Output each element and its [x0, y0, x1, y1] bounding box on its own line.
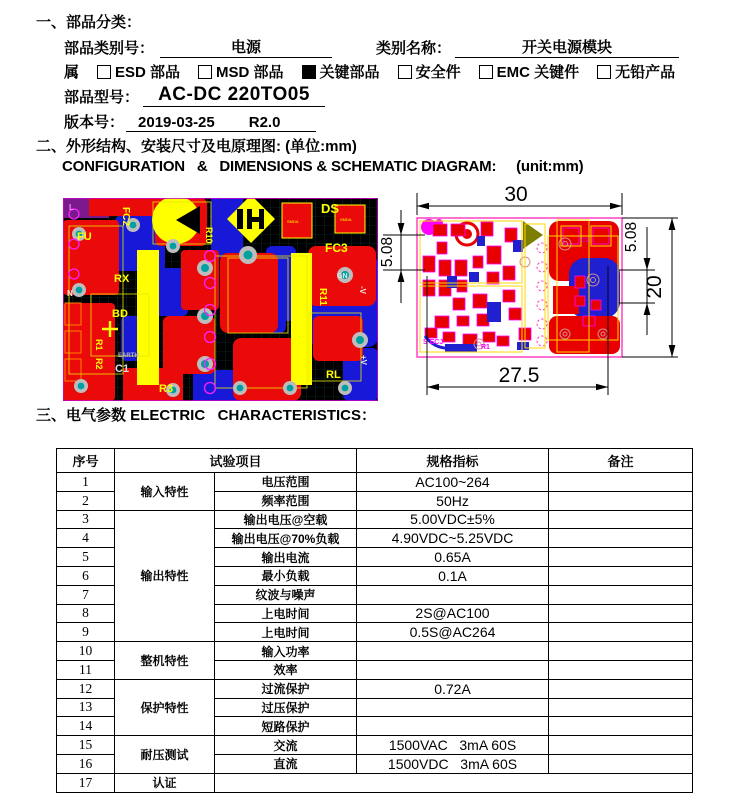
- test-item-cell: 输出电流: [215, 548, 357, 567]
- spec-table-body: [57, 473, 693, 793]
- remark-cell: [549, 698, 693, 717]
- belongs-label: 属: [64, 64, 80, 81]
- checkbox-checked[interactable]: [302, 65, 316, 79]
- section2-heading-zh: 二、外形结构、安装尺寸及电原理图: (单位:mm): [36, 138, 357, 155]
- remark-cell: [549, 566, 693, 585]
- test-item-cell: 上电时间: [215, 604, 357, 623]
- test-group-cell: 输入特性: [115, 473, 215, 511]
- merged-cell: [215, 773, 693, 792]
- test-item-cell: 电压范围: [215, 473, 357, 492]
- pcb-label-plus-v: +V: [359, 355, 368, 366]
- remark-cell: [549, 754, 693, 773]
- spec-value-cell: AC100~264: [357, 473, 549, 492]
- spec-value-cell: 2S@AC100: [357, 604, 549, 623]
- pcb-label-n: N: [67, 289, 73, 298]
- spec-value-cell: [357, 585, 549, 604]
- pcb-label-ds: DS: [321, 201, 340, 216]
- row-number-cell: 11: [57, 660, 115, 679]
- version-field: [126, 114, 316, 132]
- pcb-label-fc3: FC3: [325, 241, 348, 255]
- pcb-label-r1: R1: [94, 339, 104, 351]
- checkbox-unchecked[interactable]: [597, 65, 611, 79]
- remark-cell: [549, 604, 693, 623]
- table-row: [57, 736, 693, 755]
- spec-value-cell: [357, 660, 549, 679]
- pcb-label-fu: FU: [77, 231, 92, 243]
- spec-value-cell: [357, 698, 549, 717]
- pcb-label-r11: R11: [317, 288, 328, 306]
- section3-heading: 三、电气参数 ELECTRIC CHARACTERISTICS：: [36, 407, 377, 424]
- model-field: [143, 84, 325, 107]
- dim-pitch-left-label: 5.08: [379, 236, 396, 268]
- spec-value-cell: [357, 642, 549, 661]
- test-item-cell: 纹波与噪声: [215, 585, 357, 604]
- checkbox-item-5: [597, 61, 675, 82]
- test-group-cell: 保护特性: [115, 679, 215, 735]
- spec-table: [56, 448, 693, 793]
- spec-value-cell: 50Hz: [357, 491, 549, 510]
- spec-value-cell: 4.90VDC~5.25VDC: [357, 529, 549, 548]
- table-row: [57, 679, 693, 698]
- checkbox-item-0: [97, 61, 180, 82]
- row-number-cell: 15: [57, 736, 115, 755]
- row-number-cell: 13: [57, 698, 115, 717]
- spec-table-header: [57, 449, 693, 473]
- checkbox-item-1: [198, 61, 284, 82]
- checkbox-label: EMC 关键件: [496, 64, 580, 81]
- pcb-label-bd: BD: [112, 308, 128, 320]
- pcb-label-minus-v: -V: [358, 286, 367, 294]
- column-header-3: 备注: [549, 449, 693, 473]
- category-no-field: [160, 36, 332, 58]
- test-group-cell: 整机特性: [115, 642, 215, 680]
- test-item-cell: 过流保护: [215, 679, 357, 698]
- row-number-cell: 2: [57, 491, 115, 510]
- spec-value-cell: 5.00VDC±5%: [357, 510, 549, 529]
- pcb-label-c1: C1: [115, 363, 130, 375]
- table-row: [57, 473, 693, 492]
- dim-bottom-width-label: 27.5: [498, 364, 540, 387]
- table-row: [57, 642, 693, 661]
- test-item-cell: 输入功率: [215, 642, 357, 661]
- category-name-value: 开关电源模块: [522, 39, 613, 56]
- classification-checkbox-row: [64, 61, 675, 82]
- pcb-label-earth: EARTH: [118, 353, 139, 359]
- category-no-label: 部品类别号：: [64, 40, 155, 57]
- dim-top-width-label: 30: [504, 183, 528, 206]
- category-name-label: 类别名称：: [376, 40, 452, 57]
- checkbox-item-2: [302, 61, 380, 82]
- row-number-cell: 14: [57, 717, 115, 736]
- row-number-cell: 17: [57, 773, 115, 792]
- checkbox-label: 无铅产品: [615, 64, 676, 81]
- pcb-label-r3: R3: [159, 383, 174, 395]
- row-number-cell: 9: [57, 623, 115, 642]
- pcb-dimension-board: [417, 218, 622, 357]
- pcb-label-rx: RX: [114, 273, 130, 285]
- test-item-cell: 频率范围: [215, 491, 357, 510]
- test-group-cell: 输出特性: [115, 510, 215, 642]
- row-number-cell: 6: [57, 566, 115, 585]
- column-header-2: 规格指标: [357, 449, 549, 473]
- row-number-cell: 16: [57, 754, 115, 773]
- category-no-value: 电源: [231, 39, 262, 56]
- test-item-cell: 输出电压@70%负载: [215, 529, 357, 548]
- test-group-cell: 认证: [115, 773, 215, 792]
- test-item-cell: 交流: [215, 736, 357, 755]
- remark-cell: [549, 491, 693, 510]
- remark-cell: [549, 529, 693, 548]
- remark-cell: [549, 642, 693, 661]
- remark-cell: [549, 473, 693, 492]
- column-header-1: 试验项目: [115, 449, 357, 473]
- model-value: AC-DC 220TO05: [158, 84, 310, 105]
- row-number-cell: 10: [57, 642, 115, 661]
- category-name-field: [455, 36, 679, 58]
- remark-cell: [549, 510, 693, 529]
- pcb-label-rl: RL: [326, 369, 341, 381]
- checkbox-unchecked[interactable]: [97, 65, 111, 79]
- pcb-label-gn: GN: [337, 273, 348, 280]
- checkbox-unchecked[interactable]: [198, 65, 212, 79]
- checkbox-label: 关键部品: [319, 64, 380, 81]
- column-header-0: 序号: [57, 449, 115, 473]
- pcb-label-l: L: [69, 203, 74, 212]
- section1-heading: 一、部品分类：: [36, 14, 142, 31]
- checkbox-item-4: [479, 61, 580, 82]
- test-item-cell: 输出电压@空载: [215, 510, 357, 529]
- table-row: [57, 510, 693, 529]
- spec-value-cell: 0.5S@AC264: [357, 623, 549, 642]
- row-number-cell: 3: [57, 510, 115, 529]
- checkbox-label: ESD 部品: [115, 64, 181, 81]
- remark-cell: [549, 717, 693, 736]
- row-number-cell: 7: [57, 585, 115, 604]
- test-item-cell: 最小负载: [215, 566, 357, 585]
- test-item-cell: 效率: [215, 660, 357, 679]
- checkbox-unchecked[interactable]: [398, 65, 412, 79]
- pcb-label-smda2: SMDA: [340, 217, 352, 222]
- spec-value-cell: 1500VAC 3mA 60S: [357, 736, 549, 755]
- test-group-cell: 耐压测试: [115, 736, 215, 774]
- row-number-cell: 12: [57, 679, 115, 698]
- remark-cell: [549, 660, 693, 679]
- pcb-label-r2: R2: [94, 358, 104, 370]
- model-label: 部品型号：: [64, 89, 140, 106]
- row-number-cell: 1: [57, 473, 115, 492]
- pcb-layout-image: [63, 198, 378, 401]
- checkbox-item-3: [398, 61, 461, 82]
- spec-value-cell: 0.1A: [357, 566, 549, 585]
- pcb2-label-c3: C3: [581, 238, 589, 244]
- remark-cell: [549, 679, 693, 698]
- spec-value-cell: [357, 717, 549, 736]
- pcb2-label-s-ecj: S ECJ: [423, 339, 444, 346]
- row-number-cell: 8: [57, 604, 115, 623]
- pcb-label-fc2: FC2: [120, 207, 131, 226]
- remark-cell: [549, 623, 693, 642]
- spec-value-cell: 0.72A: [357, 679, 549, 698]
- checkbox-unchecked[interactable]: [479, 65, 493, 79]
- version-date: 2019-03-25: [138, 114, 215, 131]
- spec-value-cell: 1500VDC 3mA 60S: [357, 754, 549, 773]
- section2-heading-en: CONFIGURATION & DIMENSIONS & SCHEMATIC DIAGRAM: (unit:mm): [62, 158, 584, 175]
- pcb2-label-r1: R1: [481, 344, 490, 351]
- row-number-cell: 4: [57, 529, 115, 548]
- pcb-label-r10: R10: [204, 227, 214, 244]
- pcb-label-smda1: SMDA: [287, 219, 299, 224]
- remark-cell: [549, 736, 693, 755]
- spec-value-cell: 0.65A: [357, 548, 549, 567]
- test-item-cell: 直流: [215, 754, 357, 773]
- remark-cell: [549, 548, 693, 567]
- remark-cell: [549, 585, 693, 604]
- row-number-cell: 5: [57, 548, 115, 567]
- checkbox-label: 安全件: [415, 64, 461, 81]
- test-item-cell: 短路保护: [215, 717, 357, 736]
- dim-pitch-right-label: 5.08: [623, 221, 640, 253]
- version-label: 版本号：: [64, 114, 125, 131]
- version-revision: R2.0: [248, 114, 281, 131]
- dim-height-label: 20: [643, 275, 666, 299]
- dimension-drawing: [376, 175, 700, 400]
- test-item-cell: 过压保护: [215, 698, 357, 717]
- table-row: [57, 773, 693, 792]
- checkbox-label: MSD 部品: [216, 64, 284, 81]
- test-item-cell: 上电时间: [215, 623, 357, 642]
